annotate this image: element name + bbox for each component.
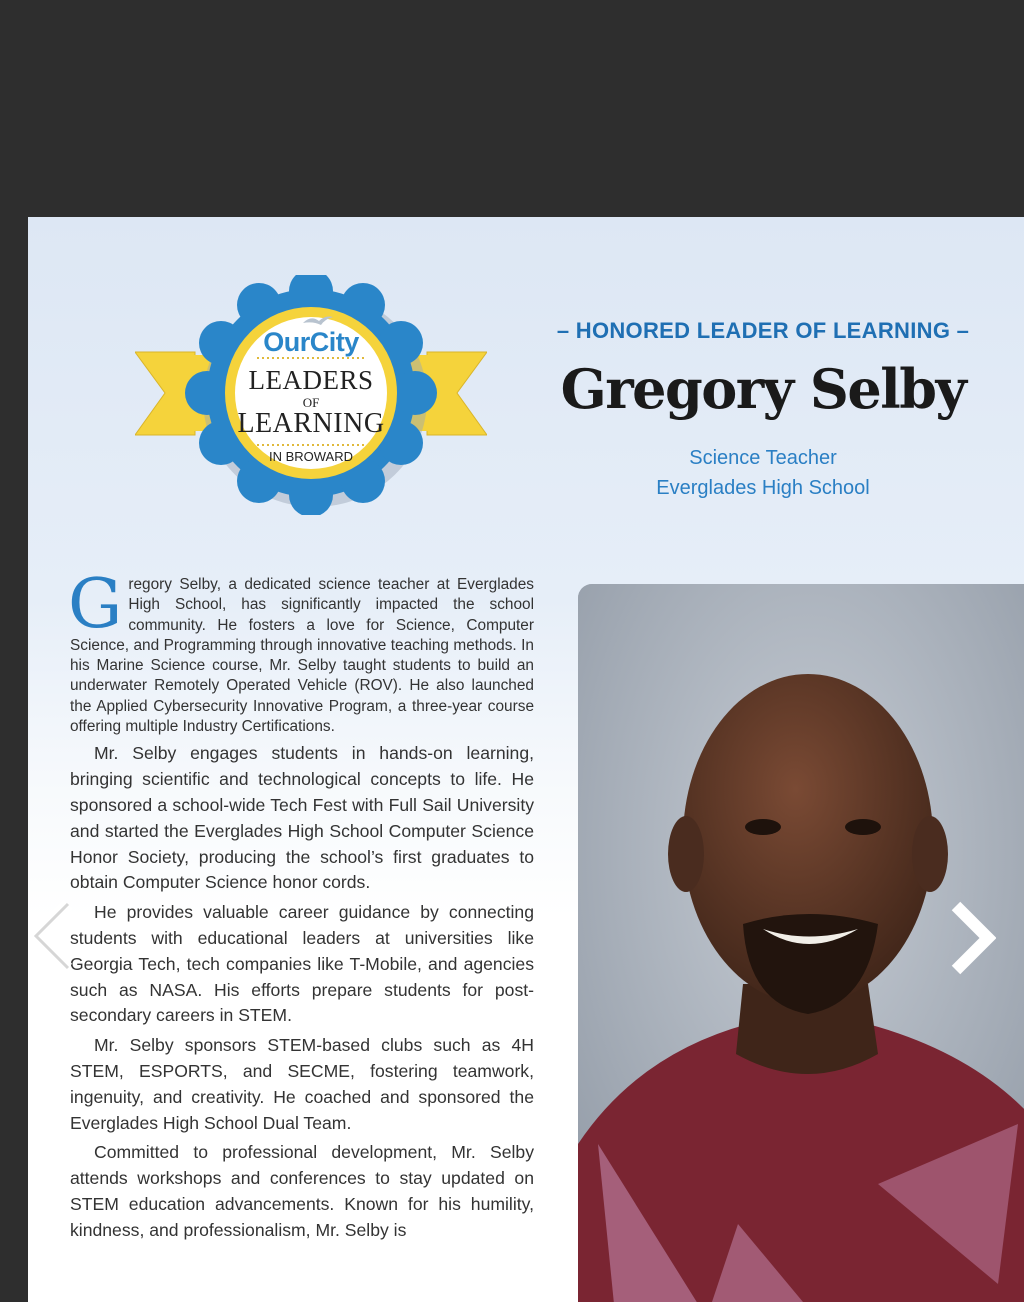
leaders-of-learning-badge <box>135 275 487 515</box>
article-paragraph: He provides valuable career guidance by connecting students with educational leaders at universities like Georgia Tech, tech companies like T-Mobile, and agencies such as NASA. His efforts prepare students for post-secondary careers in STEM. <box>70 902 534 1026</box>
badge-line-leaders: LEADERS <box>248 365 374 395</box>
badge-line-learning: LEARNING <box>237 408 385 439</box>
drop-cap: G <box>68 565 123 644</box>
article-paragraph: Mr. Selby sponsors STEM-based clubs such as 4H STEM, ESPORTS, and SECME, fostering teamwork, ingenuity, and creativity. He coached and sponsored the Everglades High School Dual Team. <box>70 1035 534 1133</box>
article-paragraph <box>68 565 534 737</box>
article-paragraph: Mr. Selby engages students in hands-on learning, bringing scientific and technological concepts to life. He sponsored a school-wide Tech Fest with Full Sail University and started the Everglades High School Computer Science Honor Society, producing the school’s first graduates to obtain Computer Science honor cords. <box>70 743 534 893</box>
badge-line-of: OF <box>302 395 320 410</box>
honoree-title: Science Teacher <box>689 447 837 469</box>
honoree-name: Gregory Selby <box>560 357 966 421</box>
chevron-left-icon <box>28 898 76 974</box>
magazine-page <box>28 217 1024 1302</box>
chevron-right-icon <box>946 900 996 976</box>
article-paragraph: Committed to professional development, Mr. Selby attends workshops and conferences to stay updated on STEM education advancements. Known for his humility, kindness, and professionalism, Mr. Selby is <box>70 1142 534 1240</box>
honoree-school: Everglades High School <box>656 477 870 499</box>
article-body <box>68 565 534 1244</box>
honored-heading: – HONORED LEADER OF LEARNING – <box>556 318 970 343</box>
badge-brand: OurCity <box>263 327 359 357</box>
previous-page-button[interactable] <box>28 898 76 979</box>
next-page-button[interactable] <box>946 900 996 981</box>
article-paragraph-text: regory Selby, a dedicated science teacher at Everglades High School, has significantly impacted the school community. He fosters a love for Science, Computer Science, and Programming through innovative teaching methods. In his Marine Science course, Mr. Selby taught students to build an underwater Remotely Operated Vehicle (ROV). He also launched the Applied Cybersecurity Innovative Program, a three-year course offering multiple Industry Certifications. <box>70 576 534 736</box>
badge-line-broward: IN BROWARD <box>268 449 354 464</box>
honoree-role <box>533 443 993 503</box>
